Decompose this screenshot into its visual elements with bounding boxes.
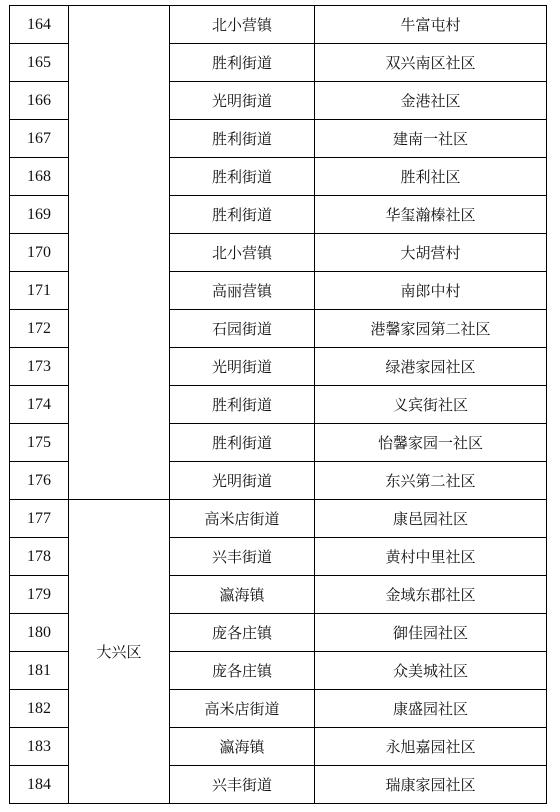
community-cell: 金域东郡社区 [315, 576, 547, 614]
table-row [10, 6, 547, 44]
street-cell: 胜利街道 [170, 196, 315, 234]
street-cell: 庞各庄镇 [170, 652, 315, 690]
community-cell: 义宾街社区 [315, 386, 547, 424]
row-number-cell: 167 [10, 120, 69, 158]
community-table [9, 5, 547, 804]
street-cell: 胜利街道 [170, 158, 315, 196]
community-cell: 牛富屯村 [315, 6, 547, 44]
street-cell: 北小营镇 [170, 234, 315, 272]
street-cell: 石园街道 [170, 310, 315, 348]
row-number-cell: 183 [10, 728, 69, 766]
row-number-cell: 176 [10, 462, 69, 500]
street-cell: 庞各庄镇 [170, 614, 315, 652]
table-row [10, 500, 547, 538]
street-cell: 北小营镇 [170, 6, 315, 44]
row-number-cell: 169 [10, 196, 69, 234]
street-cell: 胜利街道 [170, 44, 315, 82]
row-number-cell: 182 [10, 690, 69, 728]
community-cell: 瑞康家园社区 [315, 766, 547, 804]
street-cell: 胜利街道 [170, 120, 315, 158]
community-cell: 康盛园社区 [315, 690, 547, 728]
community-cell: 康邑园社区 [315, 500, 547, 538]
row-number-cell: 164 [10, 6, 69, 44]
row-number-cell: 172 [10, 310, 69, 348]
row-number-cell: 178 [10, 538, 69, 576]
community-cell: 御佳园社区 [315, 614, 547, 652]
district-cell: 大兴区 [69, 500, 170, 804]
street-cell: 兴丰街道 [170, 538, 315, 576]
row-number-cell: 175 [10, 424, 69, 462]
community-cell: 港馨家园第二社区 [315, 310, 547, 348]
community-cell: 怡馨家园一社区 [315, 424, 547, 462]
community-cell: 金港社区 [315, 82, 547, 120]
community-cell: 胜利社区 [315, 158, 547, 196]
street-cell: 光明街道 [170, 348, 315, 386]
row-number-cell: 166 [10, 82, 69, 120]
row-number-cell: 180 [10, 614, 69, 652]
row-number-cell: 184 [10, 766, 69, 804]
street-cell: 胜利街道 [170, 386, 315, 424]
community-cell: 黄村中里社区 [315, 538, 547, 576]
row-number-cell: 170 [10, 234, 69, 272]
street-cell: 瀛海镇 [170, 576, 315, 614]
community-cell: 华玺瀚榛社区 [315, 196, 547, 234]
row-number-cell: 177 [10, 500, 69, 538]
street-cell: 光明街道 [170, 82, 315, 120]
community-cell: 永旭嘉园社区 [315, 728, 547, 766]
community-cell: 大胡营村 [315, 234, 547, 272]
row-number-cell: 173 [10, 348, 69, 386]
table-body [10, 6, 547, 804]
community-cell: 南郎中村 [315, 272, 547, 310]
street-cell: 光明街道 [170, 462, 315, 500]
street-cell: 高米店街道 [170, 690, 315, 728]
street-cell: 兴丰街道 [170, 766, 315, 804]
street-cell: 胜利街道 [170, 424, 315, 462]
street-cell: 高丽营镇 [170, 272, 315, 310]
row-number-cell: 168 [10, 158, 69, 196]
row-number-cell: 165 [10, 44, 69, 82]
street-cell: 高米店街道 [170, 500, 315, 538]
community-cell: 绿港家园社区 [315, 348, 547, 386]
community-cell: 双兴南区社区 [315, 44, 547, 82]
district-cell-empty [69, 6, 170, 500]
row-number-cell: 174 [10, 386, 69, 424]
row-number-cell: 181 [10, 652, 69, 690]
community-cell: 建南一社区 [315, 120, 547, 158]
row-number-cell: 171 [10, 272, 69, 310]
community-cell: 众美城社区 [315, 652, 547, 690]
row-number-cell: 179 [10, 576, 69, 614]
community-cell: 东兴第二社区 [315, 462, 547, 500]
street-cell: 瀛海镇 [170, 728, 315, 766]
